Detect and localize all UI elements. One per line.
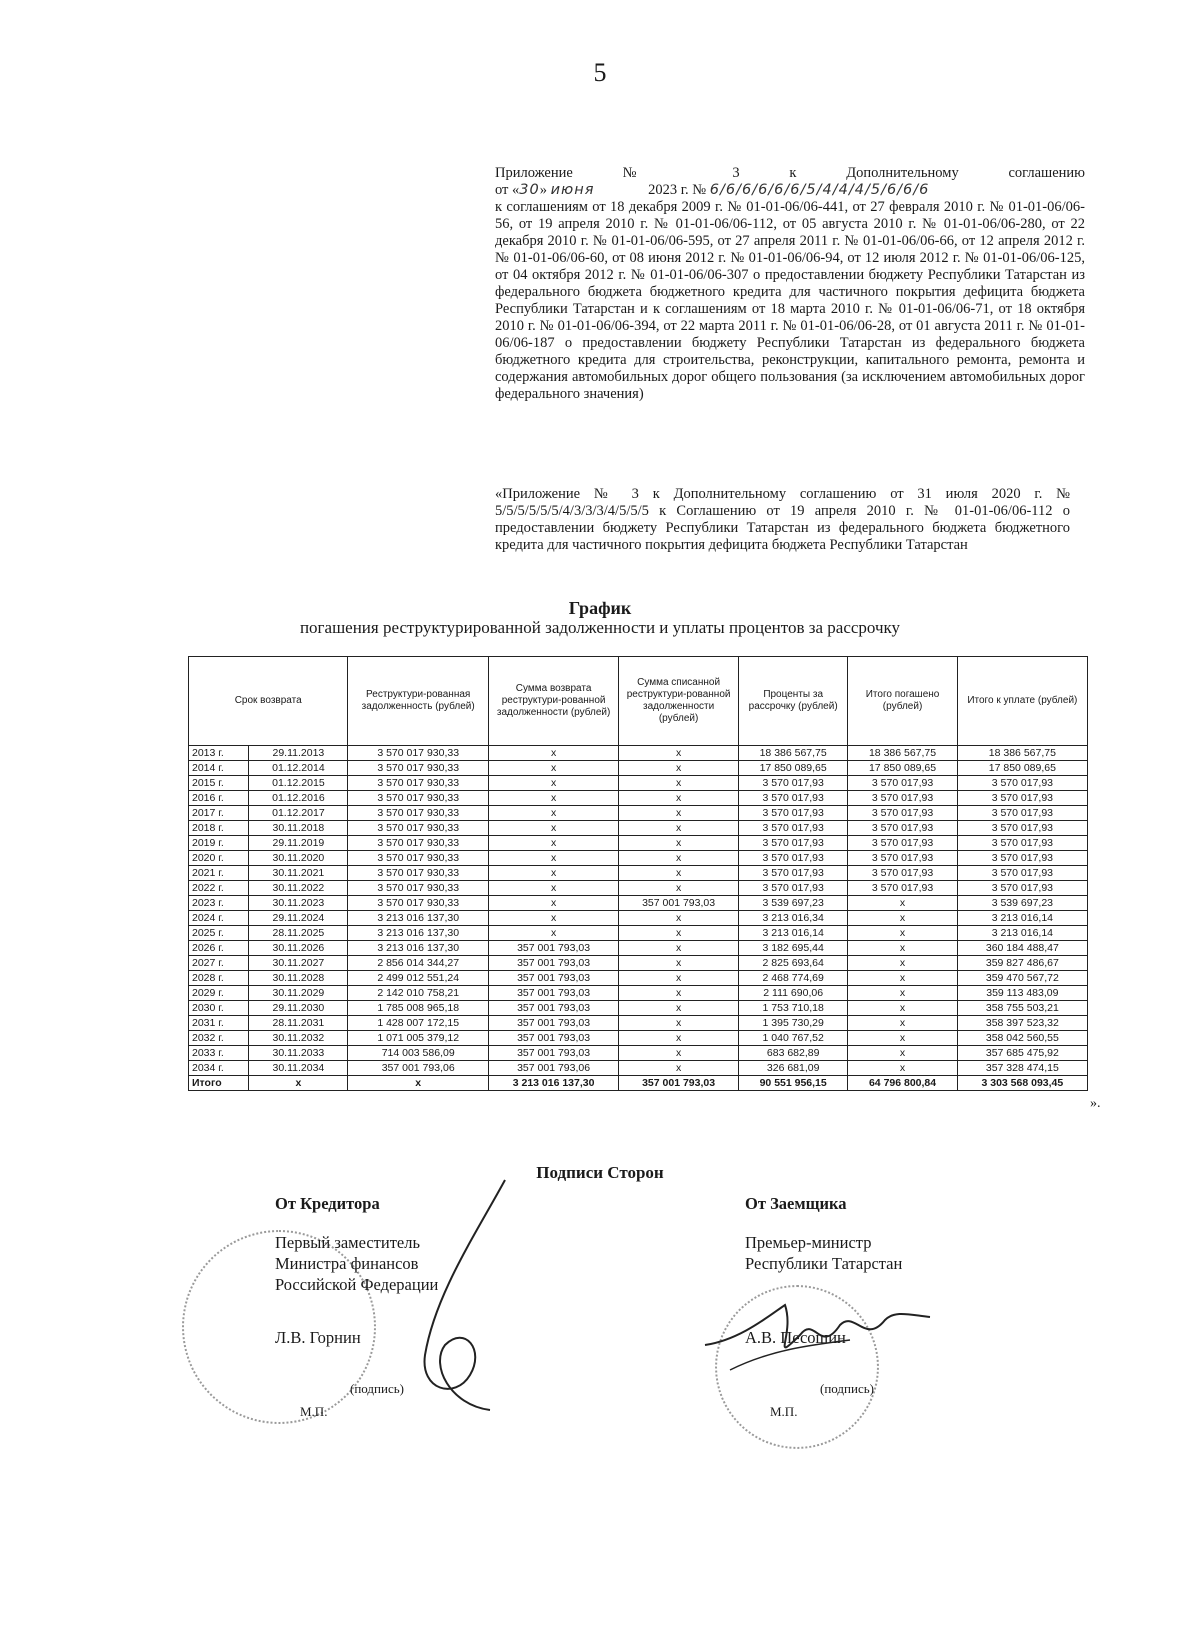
cell-interest: 3 570 017,93: [738, 836, 847, 851]
table-row: [189, 1031, 1088, 1046]
cell-total-repaid: 3 570 017,93: [848, 866, 957, 881]
cell-written-off: x: [619, 821, 739, 836]
cell-total-payable: 17 850 089,65: [957, 761, 1087, 776]
table-row: [189, 761, 1088, 776]
cell-written-off: x: [619, 911, 739, 926]
cell-repayment: 357 001 793,03: [489, 1001, 619, 1016]
closing-quote-mark: ».: [1090, 1096, 1101, 1111]
cell-interest: 1 395 730,29: [738, 1016, 847, 1031]
creditor-stamp-place: М.П.: [300, 1404, 328, 1419]
cell-repayment: x: [489, 821, 619, 836]
cell-year: 2026 г.: [189, 941, 249, 956]
cell-year: 2028 г.: [189, 971, 249, 986]
table-row: [189, 851, 1088, 866]
table-row: [189, 911, 1088, 926]
cell-total-repaid: x: [848, 956, 957, 971]
cell-repayment: 357 001 793,03: [489, 1016, 619, 1031]
cell-interest: 3 570 017,93: [738, 821, 847, 836]
cell-total-payable: 359 113 483,09: [957, 986, 1087, 1001]
cell-total-repaid: x: [848, 1001, 957, 1016]
attachment-header: [495, 165, 1085, 403]
cell-restructured: 1 071 005 379,12: [348, 1031, 489, 1046]
cell-total-repaid: 3 570 017,93: [848, 806, 957, 821]
cell-repayment: 357 001 793,06: [489, 1061, 619, 1076]
cell-repayment: x: [489, 746, 619, 761]
cell-date: 01.12.2017: [249, 806, 348, 821]
cell-interest: 3 570 017,93: [738, 806, 847, 821]
cell-restructured: 3 570 017 930,33: [348, 896, 489, 911]
cell-repayment: x: [489, 851, 619, 866]
cell-total-payable: 3 570 017,93: [957, 776, 1087, 791]
cell-repayment: x: [489, 911, 619, 926]
total-cell-interest: 90 551 956,15: [738, 1076, 847, 1091]
cell-year: 2029 г.: [189, 986, 249, 1001]
cell-interest: 1 753 710,18: [738, 1001, 847, 1016]
cell-total-payable: 3 570 017,93: [957, 821, 1087, 836]
table-row: [189, 941, 1088, 956]
cell-date: 01.12.2016: [249, 791, 348, 806]
cell-restructured: 3 213 016 137,30: [348, 926, 489, 941]
cell-repayment: x: [489, 791, 619, 806]
cell-written-off: x: [619, 806, 739, 821]
cell-total-payable: 358 397 523,32: [957, 1016, 1087, 1031]
cell-total-repaid: x: [848, 971, 957, 986]
cell-year: 2013 г.: [189, 746, 249, 761]
cell-interest: 683 682,89: [738, 1046, 847, 1061]
cell-repayment: 357 001 793,03: [489, 956, 619, 971]
table-row: [189, 1061, 1088, 1076]
date-mid: »: [539, 182, 547, 198]
cell-year: 2021 г.: [189, 866, 249, 881]
cell-total-repaid: 3 570 017,93: [848, 791, 957, 806]
cell-total-payable: 3 570 017,93: [957, 881, 1087, 896]
cell-year: 2019 г.: [189, 836, 249, 851]
cell-total-repaid: x: [848, 1016, 957, 1031]
cell-year: 2024 г.: [189, 911, 249, 926]
cell-interest: 326 681,09: [738, 1061, 847, 1076]
cell-total-payable: 3 539 697,23: [957, 896, 1087, 911]
cell-written-off: x: [619, 761, 739, 776]
cell-written-off: x: [619, 926, 739, 941]
cell-interest: 3 570 017,93: [738, 866, 847, 881]
cell-restructured: 3 570 017 930,33: [348, 821, 489, 836]
cell-written-off: x: [619, 1061, 739, 1076]
cell-restructured: 2 856 014 344,27: [348, 956, 489, 971]
creditor-heading: От Кредитора: [275, 1194, 380, 1213]
date-prefix: от «: [495, 182, 520, 198]
cell-year: 2031 г.: [189, 1016, 249, 1031]
cell-date: 29.11.2024: [249, 911, 348, 926]
table-body: [189, 746, 1088, 1091]
cell-interest: 3 182 695,44: [738, 941, 847, 956]
cell-date: 30.11.2018: [249, 821, 348, 836]
cell-date: 30.11.2032: [249, 1031, 348, 1046]
total-cell-year: Итого: [189, 1076, 249, 1091]
cell-restructured: 357 001 793,06: [348, 1061, 489, 1076]
cell-date: 30.11.2021: [249, 866, 348, 881]
cell-date: 30.11.2026: [249, 941, 348, 956]
table-row: [189, 806, 1088, 821]
cell-date: 28.11.2025: [249, 926, 348, 941]
page-number: 5: [593, 58, 607, 87]
cell-date: 30.11.2020: [249, 851, 348, 866]
cell-date: 30.11.2034: [249, 1061, 348, 1076]
table-row: [189, 836, 1088, 851]
table-row: [189, 881, 1088, 896]
cell-repayment: x: [489, 806, 619, 821]
cell-repayment: x: [489, 866, 619, 881]
cell-interest: 3 213 016,14: [738, 926, 847, 941]
cell-date: 29.11.2030: [249, 1001, 348, 1016]
header-written-off: Сумма списанной реструктури-рованной задолженности (рублей): [619, 657, 739, 746]
date-year: 2023 г. №: [648, 182, 707, 198]
cell-year: 2015 г.: [189, 776, 249, 791]
header-term: Срок возврата: [189, 657, 348, 746]
table-row: [189, 791, 1088, 806]
cell-year: 2018 г.: [189, 821, 249, 836]
cell-restructured: 2 499 012 551,24: [348, 971, 489, 986]
handwritten-month: июня: [550, 182, 595, 198]
cell-total-payable: 3 570 017,93: [957, 791, 1087, 806]
table-row: [189, 821, 1088, 836]
cell-interest: 18 386 567,75: [738, 746, 847, 761]
cell-total-payable: 3 570 017,93: [957, 806, 1087, 821]
cell-date: 30.11.2027: [249, 956, 348, 971]
total-cell-total-repaid: 64 796 800,84: [848, 1076, 957, 1091]
table-row: [189, 896, 1088, 911]
table-row: [189, 1046, 1088, 1061]
cell-total-repaid: 3 570 017,93: [848, 821, 957, 836]
cell-written-off: x: [619, 1046, 739, 1061]
cell-repayment: 357 001 793,03: [489, 971, 619, 986]
cell-interest: 3 570 017,93: [738, 851, 847, 866]
cell-date: 28.11.2031: [249, 1016, 348, 1031]
cell-date: 30.11.2028: [249, 971, 348, 986]
cell-total-repaid: x: [848, 941, 957, 956]
handwritten-number: 6/6/6/6/6/6/5/4/4/4/5/6/6/6: [709, 182, 930, 198]
cell-total-repaid: x: [848, 986, 957, 1001]
cell-restructured: 3 570 017 930,33: [348, 866, 489, 881]
cell-restructured: 3 570 017 930,33: [348, 761, 489, 776]
total-cell-written-off: 357 001 793,03: [619, 1076, 739, 1091]
cell-year: 2023 г.: [189, 896, 249, 911]
cell-interest: 3 570 017,93: [738, 791, 847, 806]
cell-total-repaid: x: [848, 1046, 957, 1061]
cell-restructured: 3 570 017 930,33: [348, 851, 489, 866]
total-cell-date: x: [249, 1076, 348, 1091]
creditor-position-3: Российской Федерации: [275, 1275, 439, 1294]
cell-year: 2016 г.: [189, 791, 249, 806]
cell-total-payable: 357 685 475,92: [957, 1046, 1087, 1061]
cell-written-off: x: [619, 776, 739, 791]
header-total-repaid: Итого погашено (рублей): [848, 657, 957, 746]
table-row: [189, 866, 1088, 881]
creditor-handwritten-signature: [395, 1175, 525, 1415]
table-row: [189, 956, 1088, 971]
quoted-attachment-reference: «Приложение № 3 к Дополнительному соглашению от 31 июля 2020 г. № 5/5/5/5/5/5/4/3/3/3/4/5/5/5 к Соглашению от 19 апреля 2010 г. № 01-01-06/06-112 о предоставлении бюджету Республики Татарстан из федерального бюджета бюджетного кредита для частичного покрытия дефицита бюджета Республики Татарстан: [495, 486, 1070, 553]
cell-repayment: 357 001 793,03: [489, 941, 619, 956]
total-cell-repayment: 3 213 016 137,30: [489, 1076, 619, 1091]
cell-interest: 3 213 016,34: [738, 911, 847, 926]
cell-restructured: 3 213 016 137,30: [348, 941, 489, 956]
cell-total-repaid: 3 570 017,93: [848, 776, 957, 791]
table-header-row: [189, 657, 1088, 746]
attachment-line1: Приложение № 3 к Дополнительному соглашению: [495, 165, 1085, 181]
total-cell-restructured: x: [348, 1076, 489, 1091]
attachment-body: к соглашениям от 18 декабря 2009 г. № 01-01-06/06-441, от 27 февраля 2010 г. № 01-01-06/06-56, от 19 апреля 2010 г. № 01-01-06/06-112, от 05 августа 2010 г. № 01-01-06/06-280, от 22 декабря 2010 г. № 01-01-06/06-595, от 27 апреля 2011 г. № 01-01-06/06-66, от 12 апреля 2012 г. № 01-01-06/06-60, от 08 июня 2012 г. № 01-01-06/06-94, от 12 июля 2012 г. № 01-01-06/06-125, от 04 октября 2012 г. № 01-01-06/06-307 о предоставлении бюджету Республики Татарстан из федерального бюджета бюджетного кредита для частичного покрытия дефицита бюджета Республики Татарстан и к соглашениям от 18 марта 2010 г. № 01-01-06/06-71, от 18 октября 2010 г. № 01-01-06/06-394, от 22 марта 2011 г. № 01-01-06/06-28, от 01 августа 2011 г. № 01-01-06/06-187 о предоставлении бюджету Республики Татарстан из федерального бюджета бюджетного кредита для строительства, реконструкции, капитального ремонта, ремонта и содержания автомобильных дорог общего пользования (за исключением автомобильных дорог федерального значения): [495, 199, 1085, 402]
cell-repayment: 357 001 793,03: [489, 986, 619, 1001]
cell-written-off: x: [619, 791, 739, 806]
cell-restructured: 3 570 017 930,33: [348, 746, 489, 761]
cell-date: 01.12.2015: [249, 776, 348, 791]
cell-written-off: x: [619, 881, 739, 896]
cell-total-payable: 3 570 017,93: [957, 851, 1087, 866]
cell-written-off: x: [619, 1031, 739, 1046]
cell-written-off: x: [619, 1001, 739, 1016]
table-row: [189, 746, 1088, 761]
cell-written-off: x: [619, 956, 739, 971]
cell-restructured: 3 570 017 930,33: [348, 791, 489, 806]
cell-interest: 3 570 017,93: [738, 881, 847, 896]
cell-restructured: 3 213 016 137,30: [348, 911, 489, 926]
cell-written-off: x: [619, 986, 739, 1001]
cell-total-payable: 3 570 017,93: [957, 836, 1087, 851]
cell-interest: 3 570 017,93: [738, 776, 847, 791]
cell-repayment: x: [489, 896, 619, 911]
cell-year: 2032 г.: [189, 1031, 249, 1046]
cell-interest: 2 468 774,69: [738, 971, 847, 986]
cell-date: 29.11.2019: [249, 836, 348, 851]
cell-date: 01.12.2014: [249, 761, 348, 776]
cell-total-repaid: 3 570 017,93: [848, 851, 957, 866]
total-cell-total-payable: 3 303 568 093,45: [957, 1076, 1087, 1091]
cell-repayment: 357 001 793,03: [489, 1031, 619, 1046]
cell-year: 2020 г.: [189, 851, 249, 866]
cell-repayment: x: [489, 836, 619, 851]
cell-year: 2022 г.: [189, 881, 249, 896]
header-interest: Проценты за рассрочку (рублей): [738, 657, 847, 746]
cell-total-payable: 359 470 567,72: [957, 971, 1087, 986]
cell-total-payable: 358 042 560,55: [957, 1031, 1087, 1046]
cell-repayment: x: [489, 926, 619, 941]
cell-year: 2017 г.: [189, 806, 249, 821]
cell-total-payable: 3 213 016,14: [957, 926, 1087, 941]
borrower-signature-caption: (подпись): [820, 1381, 874, 1396]
cell-total-payable: 360 184 488,47: [957, 941, 1087, 956]
cell-interest: 2 111 690,06: [738, 986, 847, 1001]
cell-restructured: 1 428 007 172,15: [348, 1016, 489, 1031]
cell-total-payable: 358 755 503,21: [957, 1001, 1087, 1016]
repayment-schedule-table: [188, 656, 1088, 1091]
cell-total-repaid: x: [848, 1061, 957, 1076]
cell-date: 30.11.2023: [249, 896, 348, 911]
cell-restructured: 714 003 586,09: [348, 1046, 489, 1061]
cell-written-off: x: [619, 866, 739, 881]
cell-year: 2025 г.: [189, 926, 249, 941]
cell-total-repaid: 17 850 089,65: [848, 761, 957, 776]
cell-total-repaid: 3 570 017,93: [848, 881, 957, 896]
cell-restructured: 2 142 010 758,21: [348, 986, 489, 1001]
cell-total-repaid: 3 570 017,93: [848, 836, 957, 851]
signatures-title: Подписи Сторон: [536, 1163, 664, 1182]
cell-total-payable: 3 213 016,14: [957, 911, 1087, 926]
cell-year: 2027 г.: [189, 956, 249, 971]
attachment-line2: [495, 182, 1085, 199]
cell-total-repaid: 18 386 567,75: [848, 746, 957, 761]
table-row: [189, 776, 1088, 791]
cell-total-repaid: x: [848, 926, 957, 941]
cell-date: 30.11.2029: [249, 986, 348, 1001]
creditor-position-1: Первый заместитель: [275, 1233, 420, 1252]
table-row: [189, 1016, 1088, 1031]
creditor-position-2: Министра финансов: [275, 1254, 419, 1273]
cell-total-repaid: x: [848, 896, 957, 911]
table-row: [189, 1001, 1088, 1016]
cell-interest: 3 539 697,23: [738, 896, 847, 911]
cell-written-off: x: [619, 746, 739, 761]
borrower-stamp-place: М.П.: [770, 1404, 798, 1419]
cell-written-off: x: [619, 1016, 739, 1031]
borrower-heading: От Заемщика: [745, 1194, 847, 1213]
cell-repayment: x: [489, 761, 619, 776]
cell-total-repaid: x: [848, 911, 957, 926]
header-repayment: Сумма возврата реструктури-рованной задолженности (рублей): [489, 657, 619, 746]
borrower-handwritten-signature: [700, 1295, 940, 1385]
cell-repayment: x: [489, 881, 619, 896]
table-total-row: [189, 1076, 1088, 1091]
cell-total-payable: 18 386 567,75: [957, 746, 1087, 761]
cell-total-payable: 3 570 017,93: [957, 866, 1087, 881]
cell-restructured: 1 785 008 965,18: [348, 1001, 489, 1016]
cell-written-off: 357 001 793,03: [619, 896, 739, 911]
cell-total-repaid: x: [848, 1031, 957, 1046]
borrower-name: А.В. Песошин: [745, 1328, 846, 1347]
cell-total-payable: 359 827 486,67: [957, 956, 1087, 971]
cell-repayment: 357 001 793,03: [489, 1046, 619, 1061]
cell-restructured: 3 570 017 930,33: [348, 776, 489, 791]
cell-written-off: x: [619, 836, 739, 851]
cell-interest: 2 825 693,64: [738, 956, 847, 971]
table-row: [189, 986, 1088, 1001]
cell-written-off: x: [619, 851, 739, 866]
cell-year: 2034 г.: [189, 1061, 249, 1076]
cell-year: 2033 г.: [189, 1046, 249, 1061]
cell-written-off: x: [619, 941, 739, 956]
cell-written-off: x: [619, 971, 739, 986]
cell-repayment: x: [489, 776, 619, 791]
header-restructured: Реструктури-рованная задолженность (рублей): [348, 657, 489, 746]
cell-restructured: 3 570 017 930,33: [348, 881, 489, 896]
cell-restructured: 3 570 017 930,33: [348, 806, 489, 821]
cell-interest: 1 040 767,52: [738, 1031, 847, 1046]
cell-interest: 17 850 089,65: [738, 761, 847, 776]
borrower-position-1: Премьер-министр: [745, 1233, 872, 1252]
cell-date: 30.11.2033: [249, 1046, 348, 1061]
schedule-title: График: [568, 598, 632, 618]
table-row: [189, 971, 1088, 986]
header-total-payable: Итого к уплате (рублей): [957, 657, 1087, 746]
schedule-subtitle: погашения реструктурированной задолженности и уплаты процентов за рассрочку: [299, 618, 901, 637]
cell-year: 2030 г.: [189, 1001, 249, 1016]
handwritten-day: 30: [519, 182, 540, 198]
creditor-signature-caption: (подпись): [350, 1381, 404, 1396]
cell-date: 29.11.2013: [249, 746, 348, 761]
borrower-position-2: Республики Татарстан: [745, 1254, 903, 1273]
cell-year: 2014 г.: [189, 761, 249, 776]
cell-date: 30.11.2022: [249, 881, 348, 896]
creditor-name: Л.В. Горнин: [275, 1328, 361, 1347]
cell-restructured: 3 570 017 930,33: [348, 836, 489, 851]
cell-total-payable: 357 328 474,15: [957, 1061, 1087, 1076]
table-row: [189, 926, 1088, 941]
